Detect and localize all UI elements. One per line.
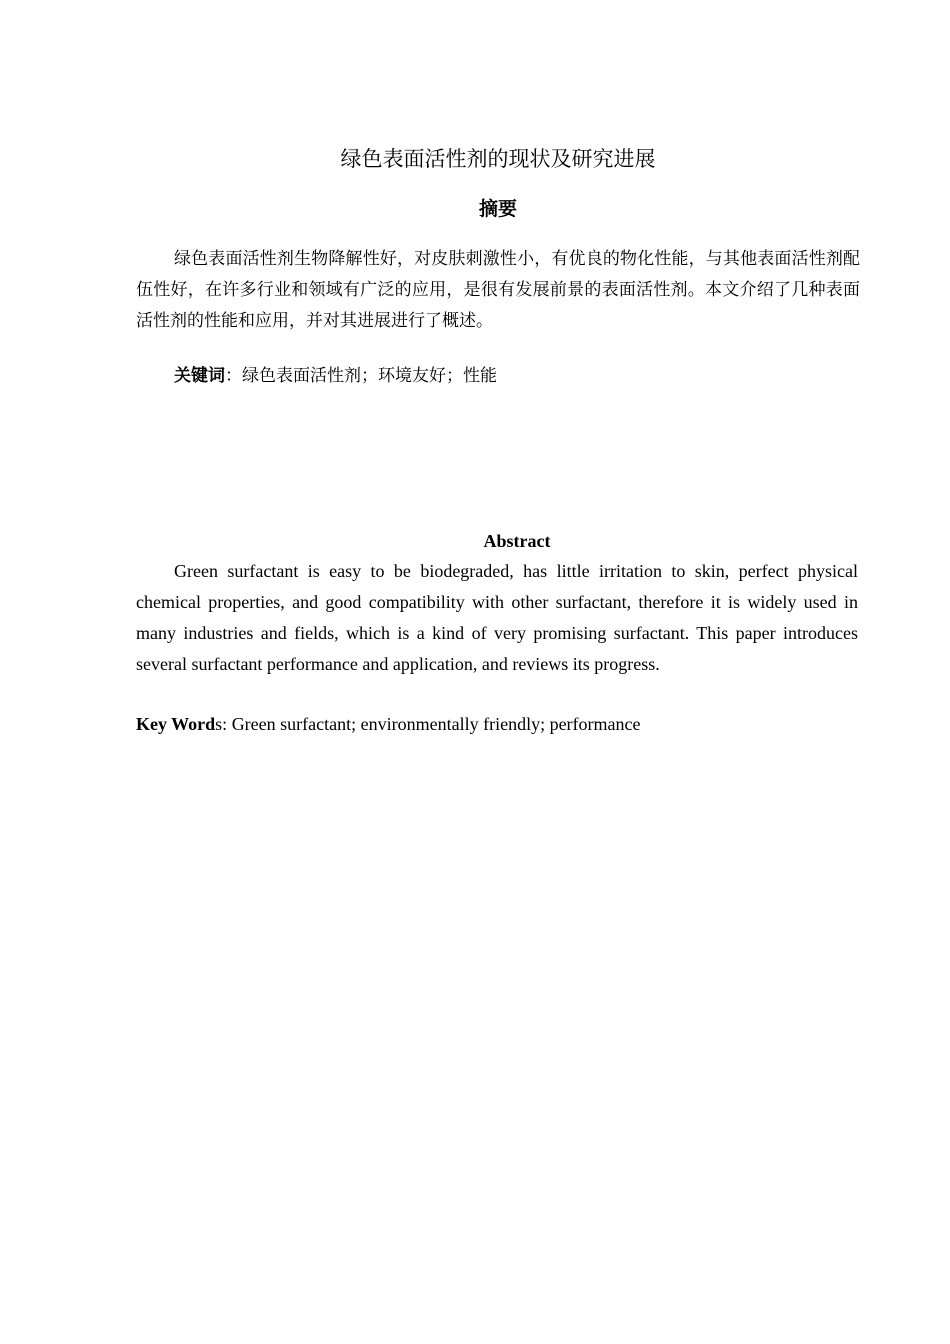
chinese-title: 绿色表面活性剂的现状及研究进展 xyxy=(340,147,656,171)
chinese-keywords-separator: ： xyxy=(225,366,242,386)
chinese-abstract-heading: 摘要 xyxy=(478,198,517,220)
english-keywords xyxy=(136,710,858,738)
chinese-keywords-text: 绿色表面活性剂；环境友好；性能 xyxy=(242,366,497,386)
english-keywords-label: Key Word xyxy=(136,714,216,734)
english-abstract-heading: Abstract xyxy=(483,531,551,551)
chinese-keywords-label: 关键词 xyxy=(174,366,225,386)
chinese-keywords xyxy=(174,361,860,391)
chinese-abstract-paragraph: 绿色表面活性剂生物降解性好，对皮肤刺激性小，有优良的物化性能，与其他表面活性剂配伍性好，在许多行业和领域有广泛的应用，是很有发展前景的表面活性剂。本文介绍了几种表面活性剂的性能和应用，并对其进展进行了概述。 xyxy=(136,249,860,331)
english-abstract-paragraph: Green surfactant is easy to be biodegraded, has little irritation to skin, perfect physical chemical properties, and good compatibility with other surfactant, therefore it is widely used in many industries and fields, which is a kind of very promising surfactant. This paper introduces several surfactant performance and application, and reviews its progress. xyxy=(136,561,858,674)
english-keywords-suffix: s: xyxy=(215,714,232,734)
english-keywords-text: Green surfactant; environmentally friendly; performance xyxy=(231,714,641,734)
